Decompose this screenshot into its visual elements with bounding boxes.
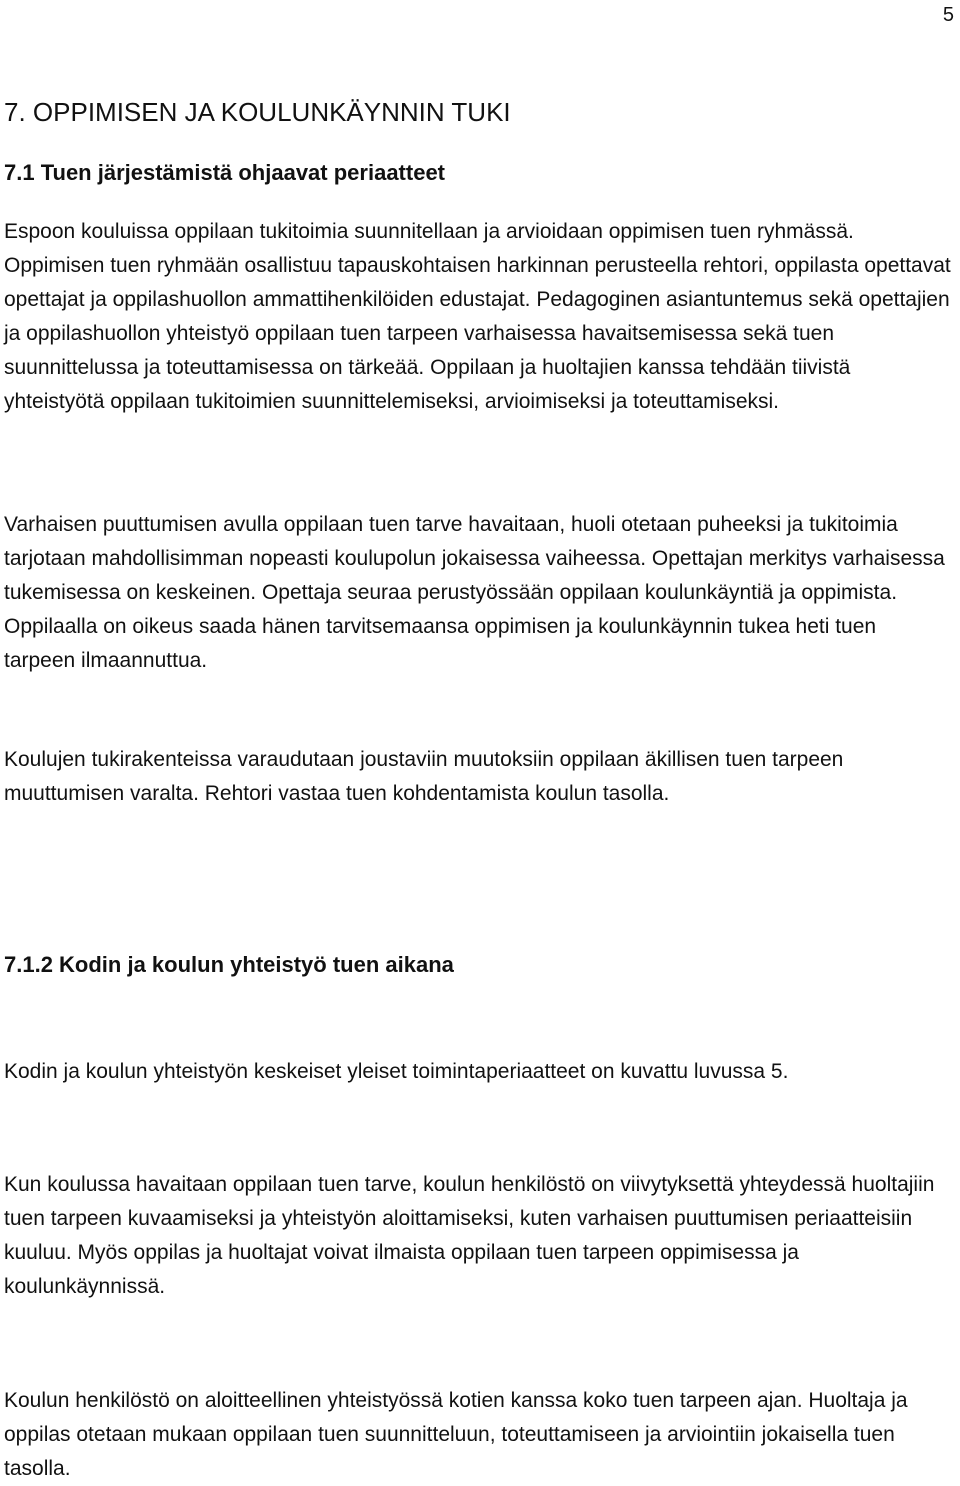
- paragraph-tuen-tarve-havaitaan: Kun koulussa havaitaan oppilaan tuen tarve, koulun henkilöstö on viivytyksettä yhteydessä huoltajiin tuen tarpeen kuvaamiseksi ja yhteistyön aloittamiseksi, kuten varhaisen puuttumisen periaatteisiin kuuluu. Myös oppilas ja huoltajat voivat ilmaista oppilaan tuen tarpeen oppimisessa ja koulunkäynnissä.: [4, 1173, 935, 1298]
- paragraph-varhainen-puuttuminen: Varhaisen puuttumisen avulla oppilaan tuen tarve havaitaan, huoli otetaan puheeksi ja tukitoimia tarjotaan mahdollisimman nopeasti koulupolun jokaisessa vaiheessa. Opettajan merkitys varhaisessa tukemisessa on keskeinen. Opettaja seuraa perustyössään oppilaan koulunkäyntiä ja oppimista. Oppilaalla on oikeus saada hänen tarvitsemaansa oppimisen ja koulunkäynnin tukea heti tuen tarpeen ilmaannuttua.: [4, 513, 945, 672]
- chapter-heading: 7. OPPIMISEN JA KOULUNKÄYNNIN TUKI: [4, 97, 511, 127]
- paragraph-tuen-ryhma: Espoon kouluissa oppilaan tukitoimia suunnitellaan ja arvioidaan oppimisen tuen ryhmässä. Oppimisen tuen ryhmään osallistuu tapauskohtaisen harkinnan perusteella rehtori, oppilasta opettavat opettajat ja oppilashuollon ammattihenkilöiden edustajat. Pedagoginen asiantuntemus sekä opettajien ja oppilashuollon yhteistyö oppilaan tuen tarpeen varhaisessa havaitsemisessa sekä tuen suunnittelussa ja toteuttamisessa on tärkeää. Oppilaan ja huoltajien kanssa tehdään tiivistä yhteistyötä oppilaan tukitoimien suunnittelemiseksi, arvioimiseksi ja toteuttamiseksi.: [4, 220, 951, 413]
- section-heading-7-1: 7.1 Tuen järjestämistä ohjaavat periaatteet: [4, 160, 445, 185]
- paragraph-yleiset-periaatteet: Kodin ja koulun yhteistyön keskeiset yleiset toimintaperiaatteet on kuvattu luvussa 5.: [4, 1060, 789, 1083]
- section-heading-7-1-2: 7.1.2 Kodin ja koulun yhteistyö tuen aikana: [4, 952, 454, 977]
- paragraph-tukirakenteet: Koulujen tukirakenteissa varaudutaan joustaviin muutoksiin oppilaan äkillisen tuen tarpeen muuttumisen varalta. Rehtori vastaa tuen kohdentamista koulun tasolla.: [4, 748, 844, 805]
- page-number: 5: [942, 4, 954, 26]
- paragraph-henkilosto-aloitteellinen: Koulun henkilöstö on aloitteellinen yhteistyössä kotien kanssa koko tuen tarpeen ajan. Huoltaja ja oppilas otetaan mukaan oppilaan tuen suunnitteluun, toteuttamiseen ja arviointiin jokaisella tuen tasolla.: [4, 1389, 908, 1480]
